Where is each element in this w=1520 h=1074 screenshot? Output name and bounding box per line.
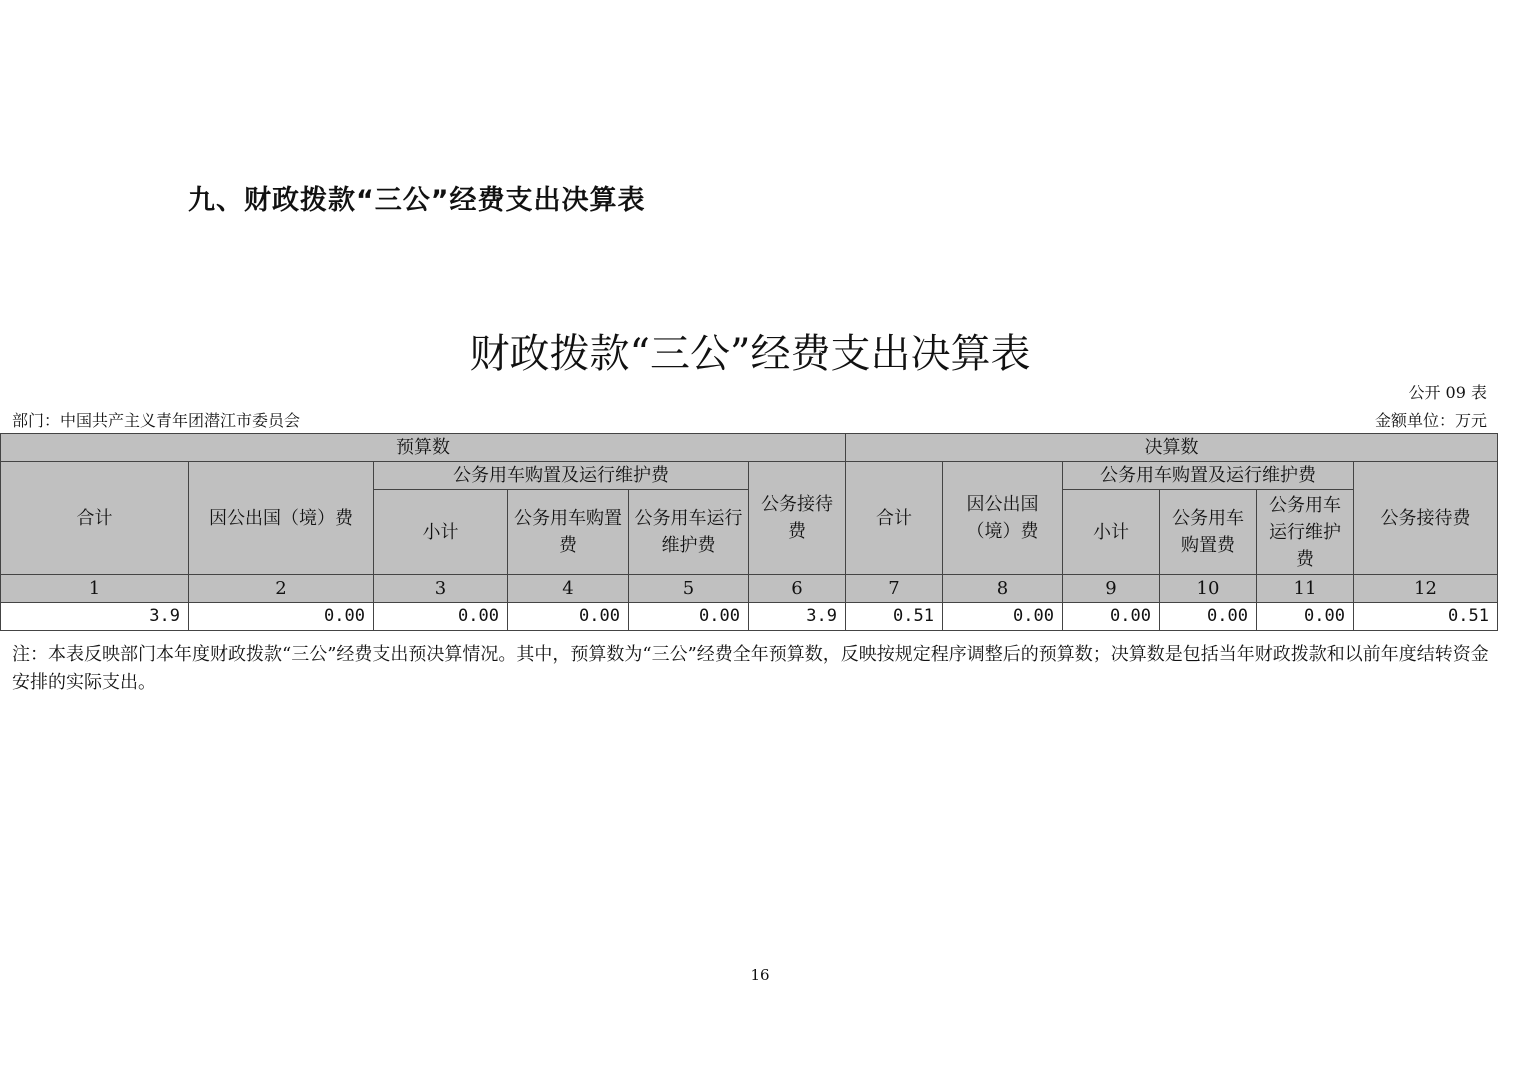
table-row [1, 603, 1498, 631]
column-number: 4 [508, 575, 629, 603]
final-abroad-header: 因公出国（境）费 [943, 462, 1063, 575]
value-cell: 0.00 [629, 603, 749, 631]
value-cell: 0.00 [943, 603, 1063, 631]
budget-operation-header: 公务用车运行维护费 [629, 490, 749, 575]
section-heading: 九、财政拨款“三公”经费支出决算表 [188, 185, 646, 216]
value-cell: 0.00 [1257, 603, 1354, 631]
value-cell: 3.9 [1, 603, 189, 631]
document-title: 财政拨款“三公”经费支出决算表 [469, 331, 1031, 377]
column-number: 5 [629, 575, 749, 603]
budget-purchase-header: 公务用车购置费 [508, 490, 629, 575]
final-vehicle-group-header: 公务用车购置及运行维护费 [1063, 462, 1354, 490]
final-total-header: 合计 [846, 462, 943, 575]
table-number: 公开 09 表 [1408, 383, 1487, 402]
column-number: 1 [1, 575, 189, 603]
budget-total-header: 合计 [1, 462, 189, 575]
final-reception-header: 公务接待费 [1354, 462, 1498, 575]
column-number: 7 [846, 575, 943, 603]
header-row-subgroups [1, 462, 1498, 490]
final-operation-header: 公务用车运行维护费 [1257, 490, 1354, 575]
value-cell: 0.00 [1063, 603, 1160, 631]
column-number-row [1, 575, 1498, 603]
value-cell: 0.00 [189, 603, 374, 631]
page-number: 16 [750, 966, 770, 984]
budget-abroad-header: 因公出国（境）费 [189, 462, 374, 575]
column-number: 2 [189, 575, 374, 603]
final-purchase-header: 公务用车购置费 [1160, 490, 1257, 575]
column-number: 3 [374, 575, 508, 603]
value-cell: 0.51 [1354, 603, 1498, 631]
column-number: 6 [749, 575, 846, 603]
expenditure-table [0, 433, 1498, 631]
budget-reception-header: 公务接待费 [749, 462, 846, 575]
value-cell: 0.00 [374, 603, 508, 631]
budget-vehicle-group-header: 公务用车购置及运行维护费 [374, 462, 749, 490]
value-cell: 0.00 [508, 603, 629, 631]
column-number: 8 [943, 575, 1063, 603]
amount-unit-label: 金额单位：万元 [1374, 411, 1487, 430]
value-cell: 0.00 [1160, 603, 1257, 631]
column-number: 11 [1257, 575, 1354, 603]
header-row-groups [1, 434, 1498, 462]
budget-subtotal-header: 小计 [374, 490, 508, 575]
budget-group-header: 预算数 [1, 434, 846, 462]
final-group-header: 决算数 [846, 434, 1498, 462]
column-number: 10 [1160, 575, 1257, 603]
department-label: 部门：中国共产主义青年团潜江市委员会 [12, 411, 301, 430]
value-cell: 3.9 [749, 603, 846, 631]
table-note: 注：本表反映部门本年度财政拨款“三公”经费支出预决算情况。其中，预算数为“三公”经费全年预算数，反映按规定程序调整后的预算数；决算数是包括当年财政拨款和以前年度结转资金安排的实际支出。 [12, 644, 1489, 693]
final-subtotal-header: 小计 [1063, 490, 1160, 575]
column-number: 12 [1354, 575, 1498, 603]
value-cell: 0.51 [846, 603, 943, 631]
column-number: 9 [1063, 575, 1160, 603]
